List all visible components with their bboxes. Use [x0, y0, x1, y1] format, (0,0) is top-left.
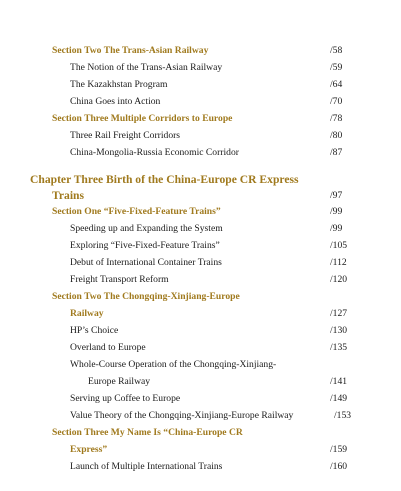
toc-entry [0, 322, 401, 340]
entry-title: The Notion of the Trans-Asian Railway [70, 62, 223, 73]
page-number: /153 [334, 410, 352, 421]
toc-section-five-fixed [0, 203, 401, 221]
page-number: /99 [330, 223, 343, 234]
page-number: /64 [330, 79, 343, 90]
page-number: /70 [330, 96, 343, 107]
page-number: /78 [330, 113, 343, 124]
toc-section-trans-asian [0, 42, 401, 60]
page-number: /99 [330, 206, 343, 217]
section-title-continued: Express” [70, 444, 108, 455]
page-number: /87 [330, 147, 343, 158]
toc-section-corridors [0, 110, 401, 128]
toc-section-chongqing-cont [0, 305, 401, 323]
toc-section-chongqing [0, 288, 401, 306]
page-number: /59 [330, 62, 343, 73]
toc-entry [0, 127, 401, 145]
page-number: /127 [330, 308, 348, 319]
section-title: Section Three My Name Is “China-Europe CR [52, 427, 243, 438]
section-title-continued: Railway [70, 308, 104, 319]
entry-title: Launch of Multiple International Trains [70, 461, 223, 472]
section-title: Section Two The Chongqing-Xinjiang-Europe [52, 291, 240, 302]
entry-title: Whole-Course Operation of the Chongqing-Xinjiang- [70, 359, 277, 370]
chapter-title: Chapter Three Birth of the China-Europe CR Express [30, 173, 299, 186]
entry-title: Serving up Coffee to Europe [70, 393, 181, 404]
page-number: /97 [330, 190, 343, 201]
entry-title: Exploring “Five-Fixed-Feature Trains” [70, 240, 220, 251]
toc-entry [0, 220, 401, 238]
toc-entry [0, 407, 401, 425]
page-number: /130 [330, 325, 348, 336]
chapter-title-continued: Trains [52, 189, 84, 202]
toc-entry [0, 339, 401, 357]
page-number: /105 [330, 240, 348, 251]
toc-entry [0, 144, 401, 162]
toc-section-my-name-cont [0, 441, 401, 459]
page-number: /80 [330, 130, 343, 141]
section-title: Section One “Five-Fixed-Feature Trains” [52, 206, 221, 217]
entry-title: Value Theory of the Chongqing-Xinjiang-Europe Railway [70, 410, 294, 421]
entry-title: China Goes into Action [70, 96, 161, 107]
entry-title: Debut of International Container Trains [70, 257, 222, 268]
toc-entry [0, 254, 401, 272]
page-number: /149 [330, 393, 348, 404]
entry-title: Three Rail Freight Corridors [70, 130, 181, 141]
toc-section-my-name [0, 424, 401, 442]
toc-entry-cont [0, 373, 401, 391]
toc-entry [0, 76, 401, 94]
toc-entry [0, 458, 401, 476]
page-number: /112 [330, 257, 347, 268]
page-number: /141 [330, 376, 348, 387]
entry-title: China-Mongolia-Russia Economic Corridor [70, 147, 239, 158]
section-title: Section Two The Trans-Asian Railway [52, 45, 209, 56]
entry-title-continued: Europe Railway [88, 376, 151, 387]
page-number: /120 [330, 274, 348, 285]
toc-entry [0, 237, 401, 255]
entry-title: Overland to Europe [70, 342, 146, 353]
page-number: /135 [330, 342, 348, 353]
entry-title: Freight Transport Reform [70, 274, 169, 285]
section-title: Section Three Multiple Corridors to Europe [52, 113, 233, 124]
toc-entry [0, 356, 401, 374]
page-number: /160 [330, 461, 348, 472]
toc-entry [0, 271, 401, 289]
toc-entry [0, 390, 401, 408]
page-number: /159 [330, 444, 348, 455]
entry-title: HP’s Choice [70, 325, 119, 336]
toc-entry [0, 59, 401, 77]
page-number: /58 [330, 45, 343, 56]
entry-title: Speeding up and Expanding the System [70, 223, 223, 234]
toc-entry [0, 93, 401, 111]
entry-title: The Kazakhstan Program [70, 79, 168, 90]
